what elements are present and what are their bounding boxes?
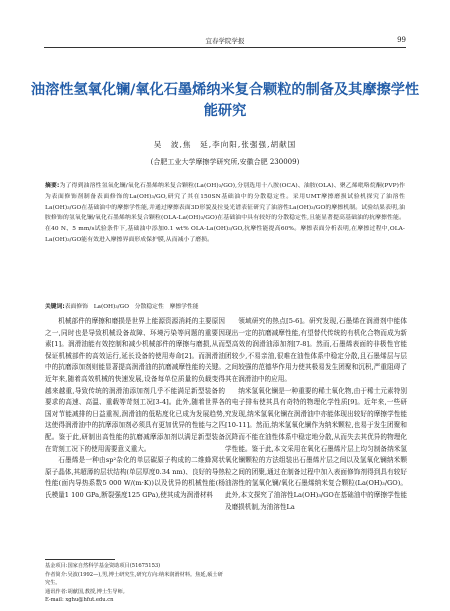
abstract-label: 摘要:: [45, 183, 60, 189]
paragraph: 机械部件的摩擦和磨损是世界上能源资源消耗的主要原因之一,同时也是导致机械设备故障、环境污染等问题的重要因素[1]。润滑油能有效控制和减少机械部件的摩擦与磨损,从而保证机械部件的高效运行,延长设备的使用寿命[2]。而润滑油中的抗磨添加剂则能显著提高润滑油的抗磨减摩性能的关键。近年来,随着高效机械的快速发展,设备每单位质量的负载变得越来越重,导致传统的润滑油添加剂几乎不能满足新型装备的要求的高速、高温、重载等苛刻工况[3-4]。此外,随着世界各国对节能减排的日益重视,润滑油的低粘度化已成为发展趋势,这使得润滑油中的抗摩添加剂必须具有更加优异的性能与之匹配。鉴于此,研制出高性能的抗磨减摩添加剂以满足新型装备在苛刻工况下的使用需要意义重大。: [45, 317, 225, 453]
paper-title: 油溶性氢氧化镧/氧化石墨烯纳米复合颗粒的制备及其摩擦学性能研究: [30, 82, 420, 119]
paragraph: 纳米氢氧化镧是一种重要的稀土氧化物,由于稀土元素特别的电子排布使其具有奇特的物理化学性质[9]。近年来,一些研究发现,纳米氢氧化镧在润滑油中亦能体现出较好的摩擦学性能[10-11]。然而,纳米氢氧化镧作为纳米颗粒,也易于发生团聚和沉降而不能在油性体系中稳定地分散,从而失去其优异的物理化学性能。鉴于此,本文采用在氧化石墨烯片层上均匀制备纳米氢氧化镧颗粒的方法组装出石墨烯片层之间以及氢氧化镧纳米颗粒之间的团聚,通过在制备过程中加入表面修饰剂得到具有较好油溶性的氢氧化镧/氧化石墨烯纳米复合颗粒(La(OH)₃/GO)。此外,本文探究了油溶性La(OH)₃/GO在基础油中的摩擦学性能及磨损机制,为油溶性La: [225, 386, 407, 511]
abstract: [45, 181, 405, 246]
footnote-line: 作者简介:吴波(1992—),男,博士研究生,研究方向:纳米润滑材料。焦延,硕士研究生。: [45, 571, 223, 586]
footnote-line: E-mail: xghu@hfut.edu.cn: [45, 597, 114, 603]
affiliation: (合肥工业大学摩擦学研究所,安徽合肥 230009): [150, 158, 300, 166]
page-number: 99: [397, 36, 406, 44]
keywords: [45, 301, 405, 310]
footnote: [45, 562, 225, 605]
author-list: 吴 波,焦 延,李向阳,张强强,胡献国: [153, 140, 297, 149]
paragraph: 石墨烯是一种由sp²杂化的单层碳原子构成的二维蜂窝状原子晶体,其超薄的层状结构(单层厚度0.34 nm)、良好的导热性能(面内导热系数5 000 W/(m·K))以及优异的机械性能(杨氏模量1 100 GPa,断裂强度125 GPa),使其成为润滑材料: [45, 456, 225, 499]
abstract-text: 为了得到油溶性氢氧化镧/氧化石墨烯纳米复合颗粒(La(OH)₃/GO),分别选用十八胺(OCA)、油胺(OLA)、聚乙烯吡咯烷酮(PVP)作为表面修饰剂制备表面修饰的La(OH)₃/GO,研究了其在150SN基础油中的分散稳定性。采用UMT摩擦磨损试验机探究了油溶性La(OH)₃/GO在基础油中的摩擦学性能,并通过摩擦表面3D形貌及拉曼光谱表征研究了油溶性La(OH)₃/GO的摩擦机制。试验结果表明,油胺修饰的氢氧化镧/氧化石墨烯纳米复合颗粒(OLA-La(OH)₃/GO)在基础油中具有较好的分散稳定性,且能显著提高基础油的抗摩擦性能。在40 N、5 mm/s试验条件下,基础油中添加0.1 wt% OLA-La(OH)₃/GO,抗摩性能提高60%。摩擦表面分析表明,在摩擦过程中,OLA-La(OH)₃/GO能有效进入摩擦界面形成保护膜,从而减小了磨损。: [45, 183, 405, 243]
footnote-line: 基金项目:国家自然科学基金资助项目(51675153): [45, 563, 161, 569]
keywords-text: 表面修饰 La(OH)₃/GO 分散稳定性 摩擦学性能: [64, 304, 199, 310]
keywords-label: 关键词:: [45, 304, 65, 310]
footnote-rule: [45, 559, 115, 560]
header-rule: [44, 47, 406, 48]
body-column-right: [225, 316, 407, 513]
journal-name: 宜春学院学报: [205, 37, 245, 45]
footnote-line: 通讯作者:胡献国,教授,博士生导师。: [45, 588, 128, 595]
body-column-left: [45, 316, 225, 502]
paragraph: 领域研究的热点[5-6]。研究发现,石墨烯在润滑剂中能体现出一定的抗磨减摩性能,有望替代传统的有机化合物而成为新型高效的润滑油添加剂[7-8]。然而,石墨烯表面的非极性官能团较少,不易亲油,很难在油性体系中稳定分散,且石墨烯层与层之间较强的范德华作用力使其极易发生团聚和沉积,严重阻碍了其在润滑油中的应用。: [225, 317, 407, 383]
